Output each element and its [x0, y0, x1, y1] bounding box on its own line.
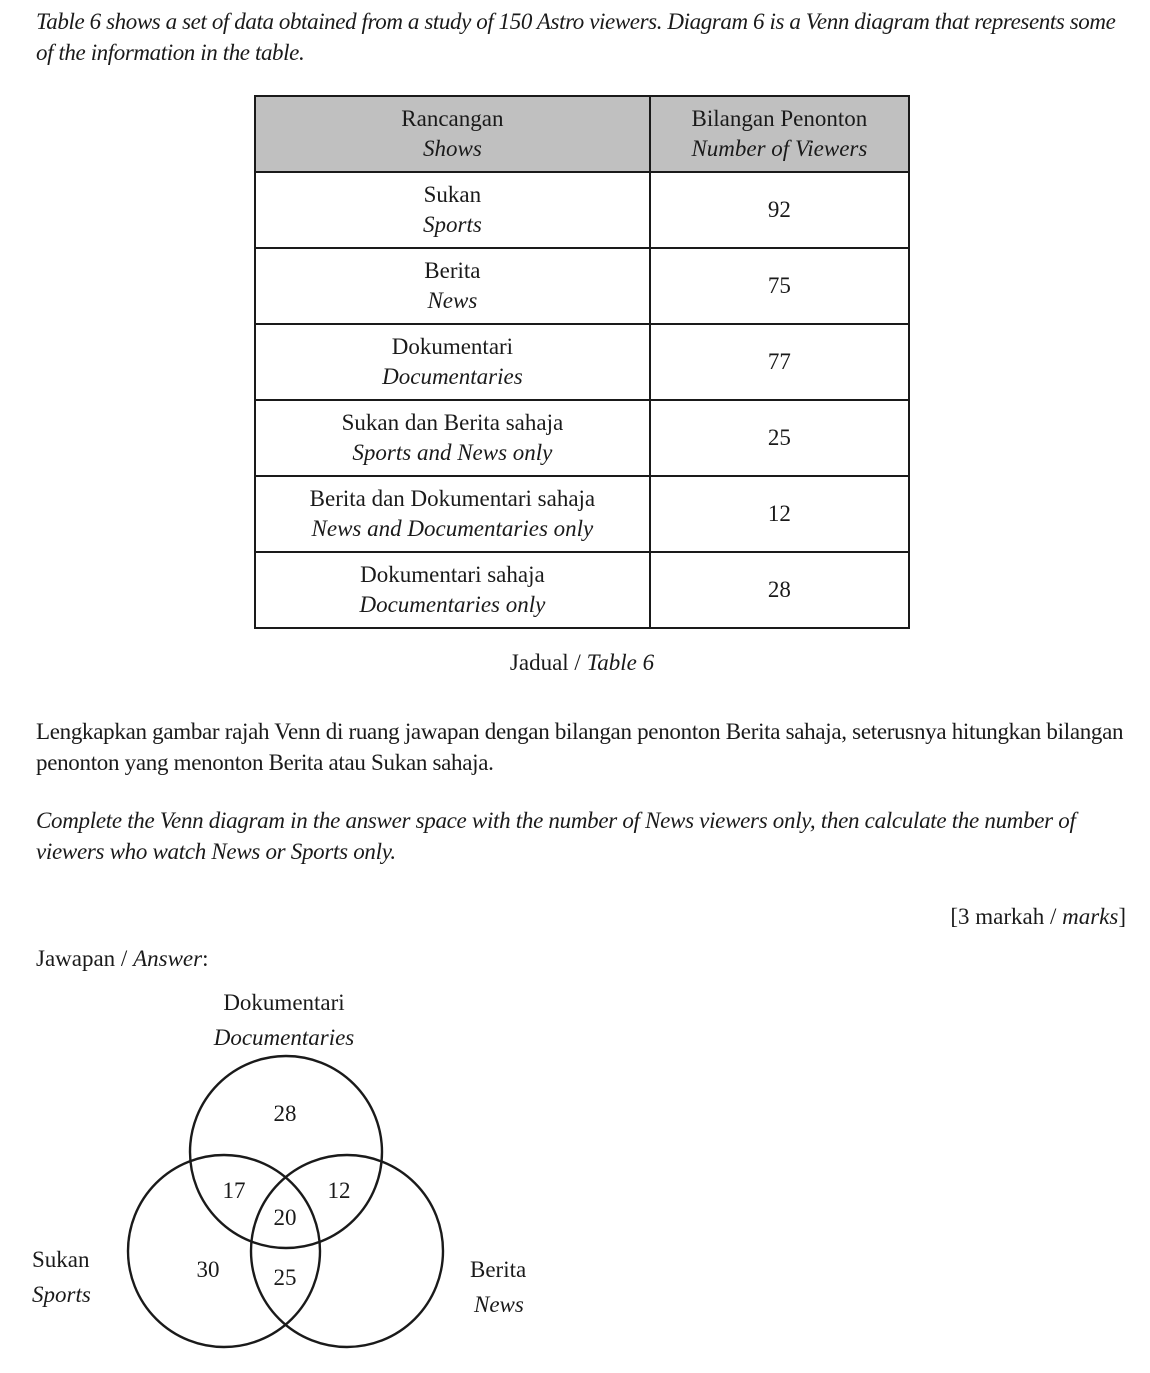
show-malay: Sukan	[423, 182, 482, 207]
viewers-cell: 12	[650, 476, 909, 552]
caption-english: Table 6	[586, 650, 655, 675]
show-malay: Dokumentari sahaja	[360, 562, 545, 587]
answer-label-english: Answer	[133, 946, 203, 971]
viewers-cell: 28	[650, 552, 909, 628]
region-documentaries-only: 28	[273, 1101, 297, 1126]
show-english: Documentaries	[382, 364, 523, 389]
viewers-cell: 75	[650, 248, 909, 324]
show-malay: Berita dan Dokumentari sahaja	[309, 486, 596, 511]
viewers-cell: 92	[650, 172, 909, 248]
header-viewers-english: Number of Viewers	[691, 136, 868, 161]
news-label-english: News	[474, 1292, 524, 1317]
answer-label-suffix: :	[202, 946, 209, 971]
marks-prefix: [3 markah /	[950, 904, 1063, 929]
sports-label-english: Sports	[32, 1282, 91, 1307]
header-viewers-malay: Bilangan Penonton	[691, 106, 868, 131]
show-english: Documentaries only	[359, 592, 546, 617]
question-malay: Lengkapkan gambar rajah Venn di ruang jawapan dengan bilangan penonton Berita sahaja, seterusnya hitungkan bilangan penonton yang menonton Berita atau Sukan sahaja.	[36, 719, 1124, 775]
sports-label-malay: Sukan	[32, 1247, 90, 1272]
region-sports-documentaries: 17	[222, 1178, 246, 1203]
documentaries-label-english: Documentaries	[213, 1025, 355, 1050]
intro-text: Table 6 shows a set of data obtained from a study of 150 Astro viewers. Diagram 6 is a Venn diagram that represents some of the information in the table.	[36, 9, 1116, 65]
region-sports-only: 30	[196, 1257, 220, 1282]
header-shows-english: Shows	[423, 136, 482, 161]
show-malay: Sukan dan Berita sahaja	[341, 410, 564, 435]
news-label-malay: Berita	[470, 1257, 527, 1282]
documentaries-label-malay: Dokumentari	[223, 990, 345, 1015]
marks-english: marks	[1062, 904, 1119, 929]
show-english: News and Documentaries only	[311, 516, 594, 541]
region-sports-news: 25	[273, 1265, 297, 1290]
viewers-cell: 77	[650, 324, 909, 400]
show-english: News	[427, 288, 478, 313]
question-english: Complete the Venn diagram in the answer space with the number of News viewers only, then calculate the number of viewers who watch News or Sports only.	[36, 808, 1076, 864]
caption-malay: Jadual /	[509, 650, 587, 675]
show-english: Sports and News only	[352, 440, 553, 465]
answer-label-malay: Jawapan /	[36, 946, 134, 971]
show-english: Sports	[423, 212, 482, 237]
show-malay: Berita	[424, 258, 481, 283]
show-malay: Dokumentari	[391, 334, 514, 359]
header-shows-malay: Rancangan	[401, 106, 504, 131]
marks-suffix: ]	[1118, 904, 1126, 929]
viewers-cell: 25	[650, 400, 909, 476]
region-news-documentaries: 12	[327, 1178, 351, 1203]
region-all-three: 20	[273, 1205, 297, 1230]
